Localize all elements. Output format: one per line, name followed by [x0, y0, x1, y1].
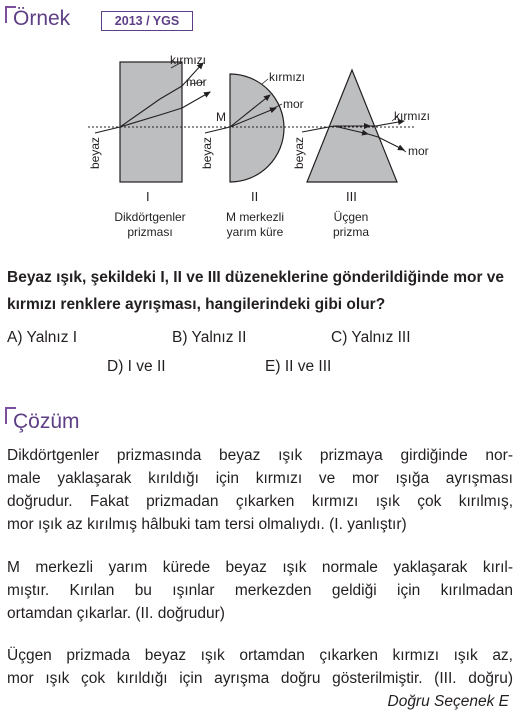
option-c-text: Yalnız III — [351, 329, 411, 346]
white-label-i: beyaz — [88, 136, 102, 169]
violet-label-ii: mor — [283, 97, 304, 111]
red-label-iii: kırmızı — [394, 109, 430, 123]
solution-line: mıştır. Kırılan bu ışınlar merkezden geldiği için kırılmadan — [7, 582, 513, 599]
violet-label-i: mor — [186, 75, 207, 89]
example-title: Örnek — [13, 7, 71, 30]
solution-line: mor ışık çok kırıldığı için ayrışma doğru gösterilmiştir. (III. doğru) — [7, 670, 513, 687]
half-sphere — [230, 74, 284, 182]
option-d-text: I ve II — [127, 358, 166, 375]
solution-line: Üçgen prizmada beyaz ışık ortamdan çıkarken kırmızı ışık az, — [7, 647, 513, 664]
diagram-iii-caption-line2: prizma — [332, 225, 369, 239]
option-b-text: Yalnız II — [191, 329, 247, 346]
diagram-ii-roman: II — [251, 189, 259, 204]
option-d-letter: D) — [107, 358, 124, 375]
diagram-iii-roman: III — [346, 189, 357, 204]
rectangular-prism — [120, 62, 182, 182]
solution-line: male yaklaşarak kırıldığı için kırmızı ve mor ışığa ayrışması — [7, 470, 513, 487]
option-a — [7, 329, 77, 347]
exam-year-badge: 2013 / YGS — [101, 11, 193, 31]
option-e — [265, 358, 331, 376]
diagram-i-caption-line1: Dikdörtgenler — [114, 210, 186, 224]
option-e-letter: E) — [265, 358, 281, 375]
center-label-m: M — [216, 110, 226, 124]
solution-line: ortamdan çıkarlar. (II. doğrudur) — [7, 605, 225, 622]
question-text: Beyaz ışık, şekildeki I, II ve III düzeneklerine gönderildiğinde mor ve kırmızı renklere ayrışması, hangilerindeki gibi olur? — [7, 269, 505, 313]
white-label-iii: beyaz — [292, 136, 306, 169]
incident-ray-ii — [205, 127, 230, 133]
diagram-iii-caption — [316, 210, 386, 240]
violet-ray-exit-i — [182, 92, 210, 108]
solution-line: Dikdörtgenler prizmasında beyaz ışık prizmaya girdiğinde nor- — [7, 447, 513, 464]
option-c — [331, 329, 411, 347]
red-label-ii: kırmızı — [269, 70, 305, 84]
solution-title: Çözüm — [13, 410, 80, 433]
diagram-i-caption — [98, 210, 202, 240]
option-e-text: II ve III — [284, 358, 332, 375]
violet-label-iii: mor — [408, 144, 429, 158]
white-label-ii: beyaz — [200, 136, 214, 169]
solution-line: M merkezli yarım kürede beyaz ışık normale yaklaşarak kırıl- — [7, 559, 513, 576]
diagram-i-caption-line2: prizması — [127, 225, 173, 239]
incident-ray-i — [95, 127, 120, 133]
red-label-i: kırmızı — [170, 53, 206, 67]
option-c-letter: C) — [331, 329, 348, 346]
option-b — [172, 329, 246, 347]
option-a-letter: A) — [7, 329, 23, 346]
solution-line: doğrudur. Fakat prizmadan çıkarken kırmızı ışık çok kırılmış, — [7, 493, 513, 510]
diagram-iii-caption-line1: Üçgen — [333, 210, 369, 224]
diagram-ii-caption-line2: yarım küre — [226, 225, 284, 239]
diagram-ii-caption — [207, 210, 303, 240]
solution-line: mor ışık az kırılmış hâlbuki tam tersi olmalıydı. (I. yanlıştır) — [7, 516, 407, 533]
correct-answer: Doğru Seçenek E — [387, 693, 509, 710]
diagram-ii-caption-line1: M merkezli — [225, 210, 284, 224]
option-b-letter: B) — [172, 329, 188, 346]
option-a-text: Yalnız I — [26, 329, 78, 346]
option-d — [107, 358, 166, 376]
diagram-i-roman: I — [146, 189, 150, 204]
